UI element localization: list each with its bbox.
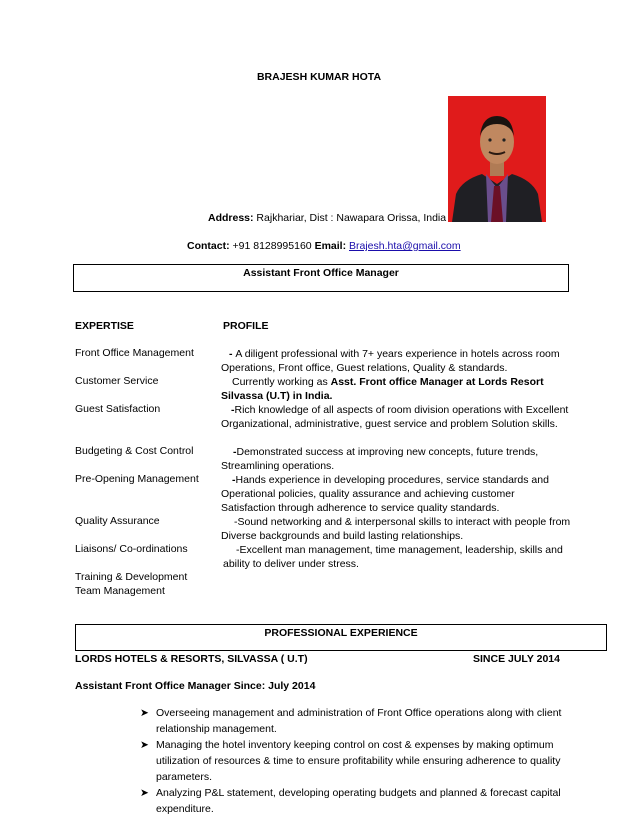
profile-lead: -	[232, 474, 236, 486]
employer-since: SINCE JULY 2014	[473, 653, 560, 665]
objective-title: Assistant Front Office Manager	[243, 267, 399, 279]
contact-line	[187, 240, 461, 252]
address-line	[208, 212, 446, 224]
profile-paragraph	[221, 347, 571, 375]
experience-heading: PROFESSIONAL EXPERIENCE	[264, 627, 418, 639]
list-item-text: Managing the hotel inventory keeping control on cost & expenses by making optimum utilization of resources & time to ensure profitability while ensuring adherence to quality parameters.	[156, 739, 561, 783]
profile-paragraph	[221, 473, 571, 515]
expertise-item: Training & Development	[75, 571, 188, 583]
profile-text: Rich knowledge of all aspects of room division operations with Excellent Organizational, administrative, guest service and problem Solution skills.	[221, 404, 569, 430]
profile-paragraph	[221, 515, 571, 543]
profile-lead: -	[231, 404, 235, 416]
list-item	[140, 737, 580, 785]
profile-photo	[448, 96, 546, 222]
email-link[interactable]: Brajesh.hta@gmail.com	[349, 240, 461, 252]
candidate-name: BRAJESH KUMAR HOTA	[256, 71, 382, 83]
objective-box	[73, 264, 569, 292]
profile-lead: -	[233, 446, 237, 458]
profile-paragraph	[221, 445, 571, 473]
experience-box	[75, 624, 607, 651]
profile-heading: PROFILE	[223, 320, 269, 332]
email-label: Email:	[314, 240, 347, 252]
address-label: Address:	[208, 212, 254, 224]
profile-text: -Sound networking and & interpersonal skills to interact with people from Diverse backgrounds and build lasting relationships.	[221, 516, 571, 542]
profile-text: A diligent professional with 7+ years experience in hotels across room Operations, Front office, Guest relations, Quality & standards.	[221, 348, 560, 374]
expertise-item: Pre-Opening Management	[75, 473, 199, 485]
expertise-heading: EXPERTISE	[75, 320, 134, 332]
contact-label: Contact:	[187, 240, 230, 252]
person-portrait-icon	[448, 96, 546, 222]
profile-text: -Excellent man management, time management, leadership, skills and ability to deliver under stress.	[223, 544, 563, 570]
expertise-item: Quality Assurance	[75, 515, 160, 527]
arrow-bullet-icon: ➤	[140, 739, 149, 751]
profile-paragraph	[223, 543, 573, 571]
address-value: Rajkhariar, Dist : Nawapara Orissa, India	[253, 212, 447, 224]
expertise-item: Front Office Management	[75, 347, 194, 359]
role-title: Assistant Front Office Manager Since: July 2014	[75, 680, 316, 692]
expertise-item: Liaisons/ Co-ordinations	[75, 543, 188, 555]
arrow-bullet-icon: ➤	[140, 707, 149, 719]
list-item-text: Analyzing P&L statement, developing operating budgets and planned & forecast capital expenditure.	[156, 787, 561, 815]
profile-lead: -	[229, 348, 236, 360]
arrow-bullet-icon: ➤	[140, 787, 149, 799]
profile-paragraph	[221, 375, 571, 403]
expertise-item: Budgeting & Cost Control	[75, 445, 194, 457]
profile-text: Currently working as	[232, 376, 331, 388]
profile-paragraph	[221, 403, 571, 431]
list-item-text: Overseeing management and administration of Front Office operations along with client relationship management.	[156, 707, 562, 735]
list-item	[140, 785, 580, 817]
profile-text: Hands experience in developing procedures, service standards and Operational policies, quality assurance and achieving customer Satisfaction through adherence to service quality standards.	[221, 474, 549, 514]
expertise-item: Team Management	[75, 585, 165, 597]
responsibility-list	[140, 705, 580, 817]
expertise-item: Customer Service	[75, 375, 159, 387]
profile-text: Demonstrated success at improving new concepts, future trends, Streamlining operations.	[221, 446, 539, 472]
list-item	[140, 705, 580, 737]
profile-bold: Asst. Front office Manager at Lords Resort Silvassa (U.T) in India.	[221, 376, 544, 402]
expertise-item: Guest Satisfaction	[75, 403, 161, 415]
contact-phone: +91 8128995160	[229, 240, 315, 252]
employer-name: LORDS HOTELS & RESORTS, SILVASSA ( U.T)	[75, 653, 308, 665]
